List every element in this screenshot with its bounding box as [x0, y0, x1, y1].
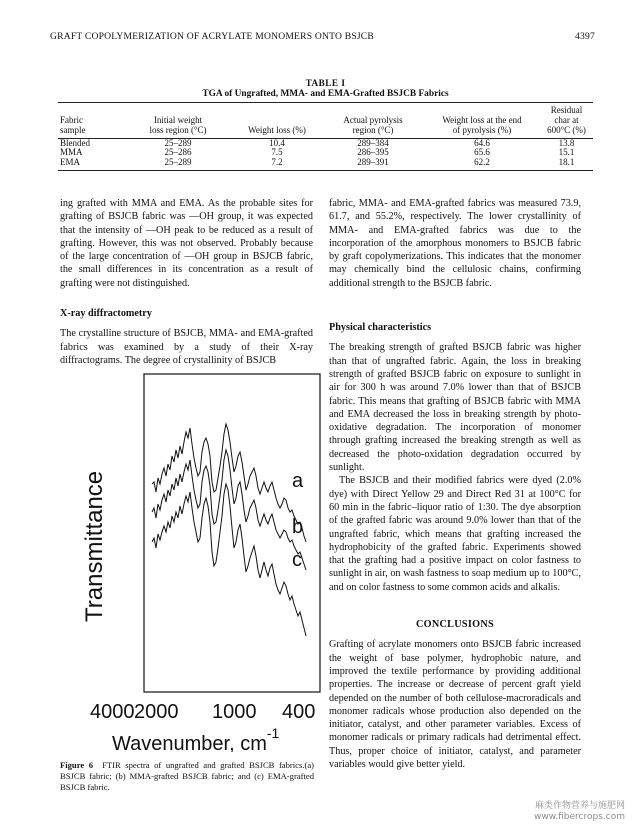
ftir-plot	[60, 372, 322, 752]
table-row	[58, 138, 593, 148]
page-number: 4397	[575, 31, 595, 42]
table-cell: 64.6	[474, 137, 490, 148]
body-paragraph: fabric, MMA- and EMA-grafted fabrics was measured 73.9, 61.7, and 55.2%, respectively. The lower crystallinity of MMA- and EMA-grafted fabrics was due to the incorporation of the amorphous monomers to BSJCB fabric by graft copolymerizations. This indicates that the monomer may chemically bind the cellulosic chains, confirming additional strength to the BSJCB fabric.	[329, 198, 581, 289]
figure-caption-label: Figure 6	[60, 760, 94, 770]
table-row	[58, 148, 593, 158]
x-axis-label: Wavenumber, $cm^{-1}$	[112, 725, 280, 752]
curve-label-a: a	[292, 470, 304, 492]
table-cell: 25–286	[164, 147, 192, 158]
curve-label-c: c	[292, 549, 302, 571]
spectrum-c-line	[152, 484, 306, 636]
table-cell: MMA	[60, 147, 83, 158]
table-cell: 7.5	[271, 147, 283, 158]
table-cell: 7.2	[232, 158, 322, 170]
figure-caption-text: FTIR spectra of ungrafted and grafted BSJCB fabrics.(a) BSJCB fabric; (b) MMA-grafted BSJCB fabric; and (c) EMA-grafted BSJCB fabric.	[60, 760, 315, 792]
body-paragraph: The BSJCB and their modified fabrics were dyed (2.0% dye) with Direct Yellow 29 and Direct Red 31 at 100°C for 60 min in the fabric–liquor ratio of 1:30. The dye absorption of the grafted fabric was around 9.0% lower than that of the ungrafted fabric, which means that grafting increased the hydrophobicity of the grafted fabric. Experiments showed that the grafting had a positive impact on color fastness to sunlight in air, on wash fastness to soap medium up to 100°C, and on color fastness to some common acids and alkalis.	[329, 475, 581, 593]
header-initial-weight-loss-region: Initial weight loss region (°C)	[124, 103, 232, 139]
table-cell: 25–289	[124, 158, 232, 170]
watermark	[534, 801, 625, 823]
table-cell: 10.4	[269, 137, 285, 148]
left-column	[60, 197, 313, 367]
body-paragraph: ing grafted with MMA and EMA. As the probable sites for grafting of BSJCB fabric was —OH group, it was expected that the intensity of —OH peak to be reduced as a result of grafting. However, this was not observed. Probably because of the large concentration of —OH group in BSJCB fabric, the small differences in its concentration as a result of grafting were not distinguished.	[60, 198, 313, 289]
section-heading-physical: Physical characteristics	[329, 322, 432, 334]
x-tick-label: 4000	[90, 701, 135, 723]
tga-table	[58, 102, 593, 171]
right-column	[329, 197, 581, 771]
body-paragraph: Grafting of acrylate monomers onto BSJCB fabric increased the weight of base polymer, hydrophobic nature, and improved the textile performance by providing additional properties. The increase or decrease of percent graft yield depended on the number of both cellulose-macroradicals and monomer radicals whose production also depended on the initiator, catalyst, and other parameter variables. Excess of monomer radicals or primary radicals had detrimental effect. Thus, proper choice of initiator, catalyst, and parameter variables would give better yield.	[329, 639, 581, 770]
running-head	[50, 31, 595, 42]
curve-label-b: b	[292, 516, 304, 538]
table-cell: 15.1	[558, 147, 575, 158]
table-cell: 65.6	[474, 147, 490, 158]
spectrum-b-line	[152, 450, 306, 570]
ftir-figure	[60, 372, 322, 752]
table-block	[58, 78, 593, 171]
figure-caption	[60, 760, 314, 793]
running-head-title: GRAFT COPOLYMERIZATION OF ACRYLATE MONOMERS ONTO BSJCB	[50, 31, 374, 42]
table-label: TABLE I	[305, 78, 346, 88]
x-tick-label: 400	[282, 701, 316, 723]
table-cell: 289–391	[322, 158, 424, 170]
watermark-line-1: 麻类作物营养与施肥网	[534, 801, 625, 811]
table-caption: TGA of Ungrafted, MMA- and EMA-Grafted BSJCB Fabrics	[202, 89, 449, 99]
table-cell: 62.2	[424, 158, 540, 170]
watermark-line-2: www.fibercrops.com	[534, 812, 625, 822]
table-cell: EMA	[58, 158, 124, 170]
section-heading-conclusions: CONCLUSIONS	[415, 619, 495, 631]
section-heading-xray: X-ray diffractometry	[60, 308, 152, 320]
table-cell: Blended	[60, 137, 90, 148]
table-cell: 25–289	[164, 137, 192, 148]
body-paragraph: The crystalline structure of BSJCB, MMA- and EMA-grafted fabrics was examined by a study of their X-ray diffractograms. The degree of crystallinity of BSJCB	[60, 328, 313, 366]
table-cell: 13.8	[558, 137, 575, 148]
table-cell: 18.1	[540, 158, 593, 170]
header-weight-loss: Weight loss (%)	[232, 103, 322, 139]
table-cell: 286–395	[357, 147, 389, 158]
body-paragraph: The breaking strength of grafted BSJCB fabric was higher than that of ungrafted fabric. Again, the loss in breaking strength of grafted BSJCB fabric on exposure to sunlight in air for 300 h was around 7.0% lower than that of BSJCB fabric. This means that grafting of BSJCB fabric with MMA and EMA decreased the loss in breaking strength by photo-oxidative degradation. The incorporation of monomer through grafting increased the breaking strength as well as decreased the photo-oxidation degradation occurred by sunlight.	[329, 342, 581, 474]
header-weight-loss-end-pyrolysis: Weight loss at the end of pyrolysis (%)	[424, 103, 540, 139]
y-axis-label: Transmittance	[81, 470, 108, 622]
x-tick-label: 1000	[212, 701, 257, 723]
header-residual-char: Residual char at 600°C (%)	[540, 103, 593, 139]
table-header-row	[58, 103, 593, 139]
table-cell: 289–384	[357, 137, 389, 148]
table-row	[58, 158, 593, 170]
header-actual-pyrolysis-region: Actual pyrolysis region (°C)	[322, 103, 424, 139]
header-fabric-sample: Fabric sample	[58, 103, 124, 139]
x-tick-label: 2000	[134, 701, 179, 723]
